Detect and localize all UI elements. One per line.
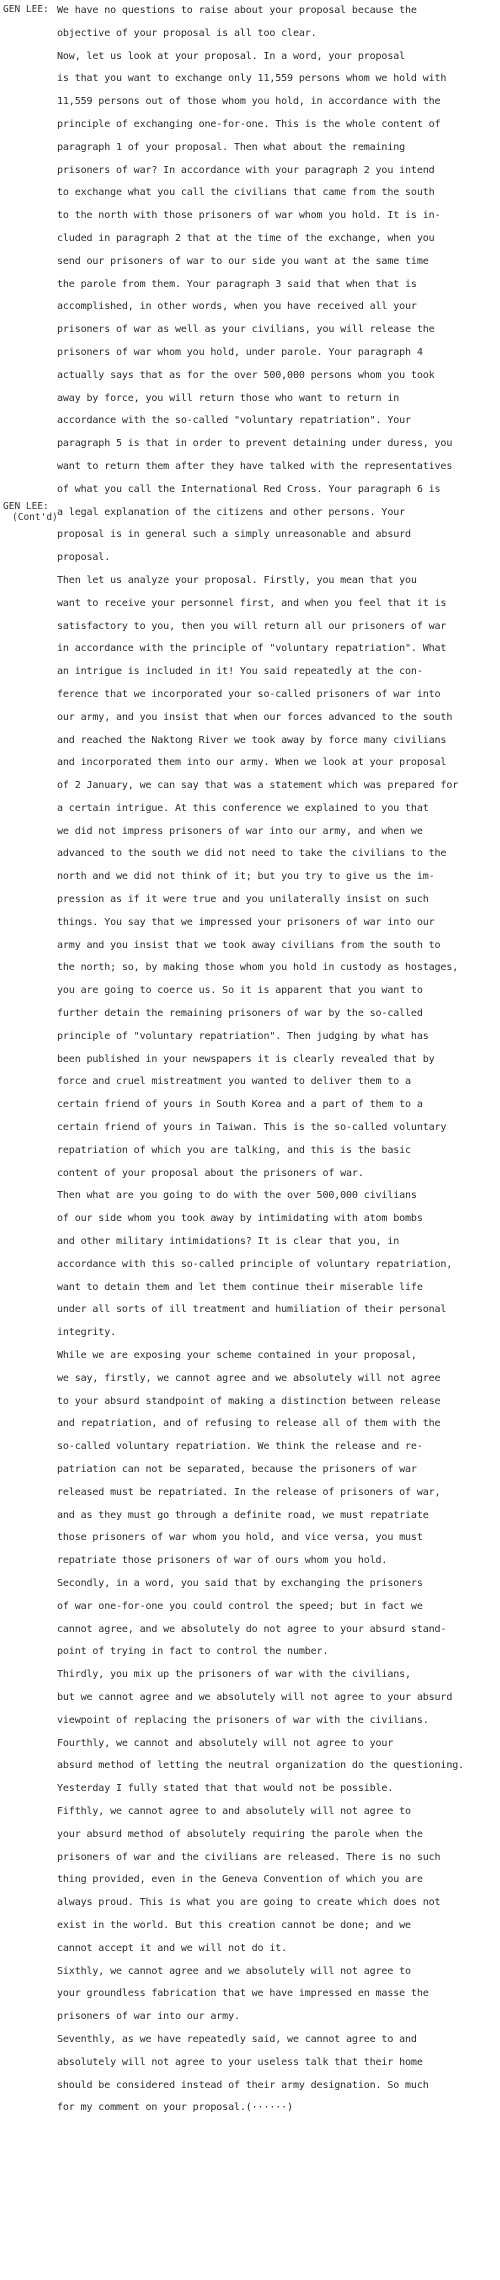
- speaker-label-1: [3, 4, 49, 15]
- text-line: in accordance with the principle of "voluntary repatriation". What: [57, 643, 447, 655]
- text-line: an intrigue is included in it! You said repeatedly at the con-: [57, 666, 423, 678]
- text-line: of 2 January, we can say that was a statement which was prepared for: [57, 780, 459, 792]
- transcript-body: [57, 0, 497, 2120]
- text-line: a legal explanation of the citizens and other persons. Your: [57, 506, 406, 518]
- text-line: and as they must go through a definite road, we must repatriate: [57, 1509, 429, 1521]
- text-line: the parole from them. Your paragraph 3 said that when that is: [57, 278, 417, 290]
- text-line: released must be repatriated. In the release of prisoners of war,: [57, 1486, 441, 1498]
- text-line: Seventhly, as we have repeatedly said, we cannot agree to and: [57, 2033, 417, 2045]
- text-line: Then what are you going to do with the over 500,000 civilians: [57, 1190, 417, 1202]
- text-line: prisoners of war whom you hold, under parole. Your paragraph 4: [57, 346, 423, 358]
- speaker-name: GEN LEE:: [3, 4, 49, 15]
- text-line: always proud. This is what you are going to create which does not: [57, 1897, 441, 1909]
- text-line: of what you call the International Red Cross. Your paragraph 6 is: [57, 483, 441, 495]
- text-line: away by force, you will return those who want to return in: [57, 392, 400, 404]
- text-line: those prisoners of war whom you hold, and vice versa, you must: [57, 1532, 423, 1544]
- text-line: proposal.: [57, 552, 111, 564]
- text-line: advanced to the south we did not need to take the civilians to the: [57, 848, 447, 860]
- text-line: army and you insist that we took away civilians from the south to: [57, 939, 441, 951]
- text-line: exist in the world. But this creation cannot be done; and we: [57, 1919, 411, 1931]
- text-line: Sixthly, we cannot agree and we absolutely will not agree to: [57, 1965, 411, 1977]
- text-line: we say, firstly, we cannot agree and we absolutely will not agree: [57, 1372, 441, 1384]
- text-line: and repatriation, and of refusing to release all of them with the: [57, 1418, 441, 1430]
- text-line: certain friend of yours in South Korea and a part of them to a: [57, 1099, 423, 1111]
- text-line: ference that we incorporated your so-called prisoners of war into: [57, 688, 441, 700]
- text-line: Thirdly, you mix up the prisoners of war with the civilians,: [57, 1669, 411, 1681]
- text-line: proposal is in general such a simply unreasonable and absurd: [57, 529, 411, 541]
- text-line: you are going to coerce us. So it is apparent that you want to: [57, 985, 423, 997]
- text-line: been published in your newspapers it is clearly revealed that by: [57, 1053, 435, 1065]
- text-line: Fourthly, we cannot and absolutely will not agree to your: [57, 1737, 394, 1749]
- text-line: but we cannot agree and we absolutely will not agree to your absurd: [57, 1691, 453, 1703]
- text-line: integrity.: [57, 1327, 116, 1339]
- text-line: Yesterday I fully stated that that would not be possible.: [57, 1783, 394, 1795]
- text-line: absolutely will not agree to your useless talk that their home: [57, 2056, 423, 2068]
- text-line: force and cruel mistreatment you wanted to deliver them to a: [57, 1076, 411, 1088]
- text-line: point of trying in fact to control the number.: [57, 1646, 329, 1658]
- text-line: of our side whom you took away by intimidating with atom bombs: [57, 1213, 423, 1225]
- text-line: cannot accept it and we will not do it.: [57, 1942, 288, 1954]
- text-line: your groundless fabrication that we have impressed en masse the: [57, 1988, 429, 2000]
- text-line: things. You say that we impressed your prisoners of war into our: [57, 916, 435, 928]
- text-line: Then let us analyze your proposal. Firstly, you mean that you: [57, 574, 417, 586]
- text-line: want to receive your personnel first, and when you feel that it is: [57, 597, 447, 609]
- text-line: is that you want to exchange only 11,559 persons whom we hold with: [57, 73, 447, 85]
- text-line: objective of your proposal is all too clear.: [57, 27, 317, 39]
- text-line: and other military intimidations? It is clear that you, in: [57, 1236, 400, 1248]
- speaker-name: GEN LEE:: [3, 501, 49, 512]
- text-line: patriation can not be separated, because the prisoners of war: [57, 1464, 417, 1475]
- text-line: thing provided, even in the Geneva Convention of which you are: [57, 1874, 423, 1886]
- text-line: to the north with those prisoners of war whom you hold. It is in-: [57, 210, 441, 222]
- text-line: further detain the remaining prisoners of war by the so-called: [57, 1008, 423, 1020]
- text-line: Secondly, in a word, you said that by exchanging the prisoners: [57, 1577, 423, 1589]
- text-line: and incorporated them into our army. When we look at your proposal: [57, 757, 447, 769]
- text-line: content of your proposal about the prisoners of war.: [57, 1167, 364, 1179]
- text-line: the north; so, by making those whom you hold in custody as hostages,: [57, 962, 459, 974]
- text-line: actually says that as for the over 500,000 persons whom you took: [57, 369, 435, 381]
- text-line: send our prisoners of war to our side you want at the same time: [57, 255, 429, 267]
- text-line: want to return them after they have talked with the representatives: [57, 460, 453, 472]
- text-line: pression as if it were true and you unilaterally insist on such: [57, 894, 429, 906]
- text-line: paragraph 5 is that in order to prevent detaining under duress, you: [57, 438, 453, 450]
- text-line: want to detain them and let them continue their miserable life: [57, 1281, 423, 1293]
- text-line: accordance with the so-called "voluntary repatriation". Your: [57, 415, 411, 427]
- text-line: under all sorts of ill treatment and humiliation of their personal: [57, 1304, 447, 1316]
- speaker-continued: (Cont'd): [12, 512, 58, 523]
- text-line: prisoners of war into our army.: [57, 2011, 240, 2023]
- text-line: to exchange what you call the civilians that came from the south: [57, 187, 435, 199]
- text-line: accordance with this so-called principle of voluntary repatriation,: [57, 1258, 453, 1270]
- text-line: absurd method of letting the neutral organization do the questioning.: [57, 1760, 465, 1772]
- text-line: of war one-for-one you could control the speed; but in fact we: [57, 1600, 423, 1612]
- speaker-label-2: [3, 501, 58, 523]
- text-line: prisoners of war and the civilians are released. There is no such: [57, 1851, 441, 1863]
- text-line: principle of "voluntary repatriation". Then judging by what has: [57, 1030, 429, 1042]
- text-line: Now, let us look at your proposal. In a word, your proposal: [57, 50, 406, 62]
- text-line: should be considered instead of their army designation. So much: [57, 2079, 429, 2091]
- text-line: north and we did not think of it; but you try to give us the im-: [57, 871, 435, 883]
- text-line: 11,559 persons out of those whom you hold, in accordance with the: [57, 96, 441, 108]
- text-line: principle of exchanging one-for-one. This is the whole content of: [57, 118, 441, 130]
- text-line: your absurd method of absolutely requiring the parole when the: [57, 1828, 423, 1840]
- text-line: prisoners of war as well as your civilians, you will release the: [57, 324, 435, 336]
- text-line: to your absurd standpoint of making a distinction between release: [57, 1395, 441, 1407]
- text-line: we did not impress prisoners of war into our army, and when we: [57, 825, 423, 837]
- text-line: We have no questions to raise about your proposal because the: [57, 5, 417, 16]
- text-line: paragraph 1 of your proposal. Then what about the remaining: [57, 141, 406, 153]
- text-line: a certain intrigue. At this conference we explained to you that: [57, 802, 429, 814]
- text-line: cannot agree, and we absolutely do not agree to your absurd stand-: [57, 1623, 447, 1635]
- text-line: Fifthly, we cannot agree to and absolutely will not agree to: [57, 1805, 411, 1817]
- text-line: cluded in paragraph 2 that at the time of the exchange, when you: [57, 232, 435, 244]
- text-line: accomplished, in other words, when you have received all your: [57, 301, 417, 313]
- text-line: prisoners of war? In accordance with your paragraph 2 you intend: [57, 164, 435, 176]
- text-line: for my comment on your proposal.(······): [57, 2102, 293, 2114]
- text-line: so-called voluntary repatriation. We think the release and re-: [57, 1441, 423, 1453]
- text-line: While we are exposing your scheme contained in your proposal,: [57, 1350, 417, 1362]
- text-line: viewpoint of replacing the prisoners of war with the civilians.: [57, 1714, 429, 1726]
- text-line: and reached the Naktong River we took away by force many civilians: [57, 734, 447, 746]
- text-line: certain friend of yours in Taiwan. This is the so-called voluntary: [57, 1122, 447, 1134]
- text-line: our army, and you insist that when our forces advanced to the south: [57, 711, 453, 723]
- text-line: repatriate those prisoners of war of ours whom you hold.: [57, 1555, 388, 1567]
- text-line: satisfactory to you, then you will return all our prisoners of war: [57, 620, 447, 632]
- text-line: repatriation of which you are talking, and this is the basic: [57, 1144, 411, 1156]
